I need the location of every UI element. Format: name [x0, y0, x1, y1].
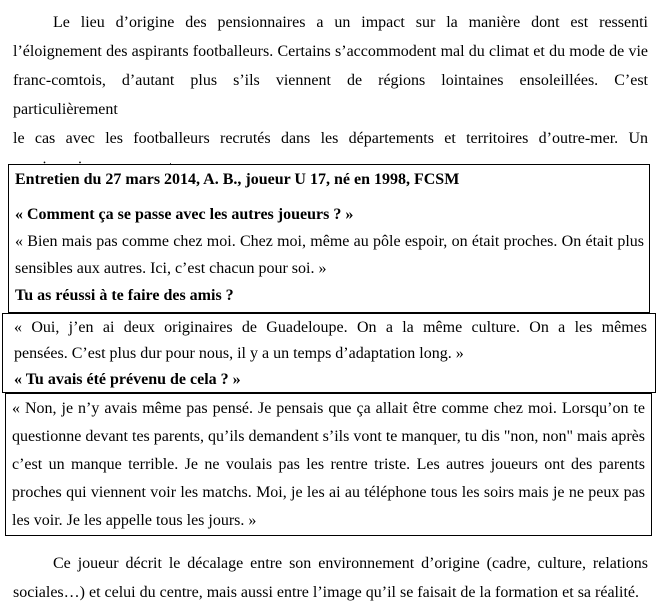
closing-paragraph: [13, 549, 648, 607]
interview-box-middle: [2, 313, 656, 393]
interview-box-top: [8, 164, 650, 313]
interview-answer-1-line-1: « Bien mais pas comme chez moi. Chez moi, même au pôle espoir, on était proches. On était plus: [15, 233, 644, 250]
interview-answer-3-line-2: questionne devant tes parents, qu’ils demandent s’ils vont te manquer, tu dis "non, non" mais après: [12, 428, 645, 445]
intro-line-2: l’éloignement des aspirants footballeurs. Certains s’accommodent mal du climat et du mode de vie: [13, 43, 648, 60]
interview-answer-3-line-1: « Non, je n’y avais même pas pensé. Je pensais que ça allait être comme chez moi. Lorsqu’on te: [12, 400, 645, 417]
interview-question-3: « Tu avais été prévenu de cela ? »: [14, 371, 241, 388]
intro-paragraph: [13, 8, 648, 182]
interview-answer-3-line-5: les voir. Je les appelle tous les jours. »: [12, 512, 257, 529]
interview-answer-2-line-1: « Oui, j’en ai deux originaires de Guadeloupe. On a la même culture. On a les mêmes: [14, 319, 647, 336]
interview-answer-3-line-4: proches qui viennent voir les matchs. Moi, je les ai au téléphone tous les soirs mais je ne peux pas: [12, 484, 645, 501]
intro-line-1: Le lieu d’origine des pensionnaires a un impact sur la manière dont est ressenti: [53, 14, 648, 31]
closing-line-1: Ce joueur décrit le décalage entre son environnement d’origine (cadre, culture, relations: [53, 555, 648, 572]
interview-answer-3-line-3: c’est un manque terrible. Je ne voulais pas les rentre triste. Les autres joueurs ont des parents: [12, 456, 645, 473]
intro-line-4: le cas avec les footballeurs recrutés dans les départements et territoires d’outre-mer. Un: [13, 130, 648, 147]
intro-line-3: franc-comtois, d’autant plus s’ils viennent de régions lointaines ensoleillées. C’est particulièrement: [13, 72, 648, 118]
interview-header: Entretien du 27 mars 2014, A. B., joueur U 17, né en 1998, FCSM: [15, 171, 460, 188]
closing-line-2: sociales…) et celui du centre, mais aussi entre l’image qu’il se faisait de la formation et sa réalité.: [13, 584, 639, 601]
interview-answer-2-line-2: pensées. C’est plus dur pour nous, il y a un temps d’adaptation long. »: [14, 345, 464, 362]
interview-question-2: Tu as réussi à te faire des amis ?: [15, 287, 234, 304]
interview-answer-1-line-2: sensibles aux autres. Ici, c’est chacun pour soi. »: [15, 260, 327, 277]
interview-question-1: « Comment ça se passe avec les autres joueurs ? »: [15, 206, 354, 223]
interview-box-bottom: [5, 393, 652, 536]
